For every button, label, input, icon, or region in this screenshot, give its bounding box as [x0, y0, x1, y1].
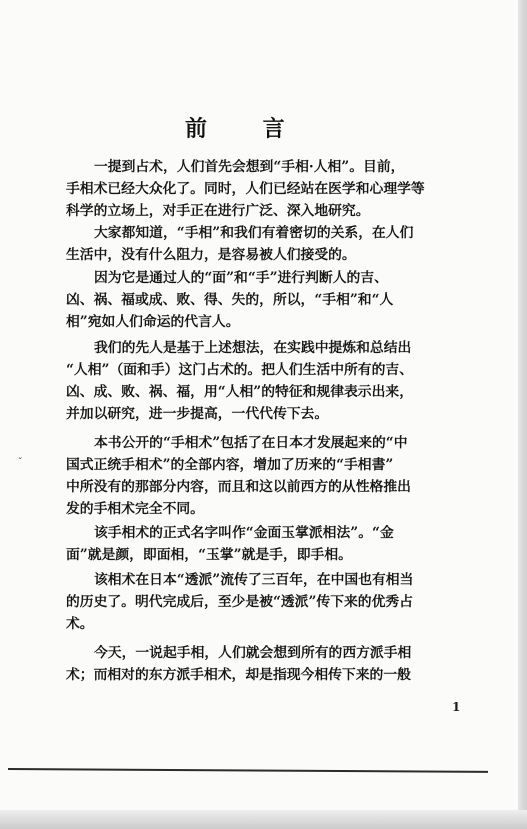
text-line-6: 因为它是通过人的“面”和“手”进行判断人的吉、 — [94, 270, 388, 286]
page-number: 1 — [452, 700, 461, 714]
text-line-21: 术。 — [66, 616, 94, 632]
text-line-20: 的历史了。明代完成后，至少是被“透派”传下来的优秀占 — [66, 594, 413, 610]
text-line-3: 科学的立场上，对手正在进行广泛、深入地研究。 — [66, 203, 370, 219]
text-line-16: 发的手相术完全不同。 — [66, 501, 204, 517]
scan-mark: ˇ — [18, 458, 23, 468]
text-line-22: 今天，一说起手相，人们就会想到所有的西方派手相 — [94, 645, 412, 661]
text-line-18: 面”就是颜，即面相，“玉掌”就是手，即手相。 — [66, 547, 352, 563]
text-line-13: 本书公开的“手相术”包括了在日本才发展起来的“中 — [94, 435, 408, 451]
text-line-7: 凶、祸、福或成、败、得、失的，所以，“手相”和“人 — [66, 292, 394, 308]
page-bottom-rule — [8, 768, 488, 773]
text-line-5: 生活中，没有什么阻力，是容易被人们接受的。 — [66, 247, 356, 263]
text-line-2: 手相术已经大众化了。同时，人们已经站在医学和心理学等 — [66, 181, 425, 197]
text-line-23: 术；而相对的东方派手相术，却是指现今相传下来的一般 — [66, 667, 411, 683]
text-line-14: 国式正统手相术”的全部内容，增加了历来的“手相書” — [66, 457, 394, 473]
scan-edge-bottom — [0, 810, 527, 829]
text-line-4: 大家都知道，“手相”和我们有着密切的关系，在人们 — [94, 225, 414, 241]
text-line-12: 并加以研究，进一步提高，一代代传下去。 — [66, 406, 329, 422]
text-line-11: 凶、成、败、祸、福，用“人相”的特征和规律表示出来， — [66, 384, 413, 400]
text-line-1: 一提到占术，人们首先会想到“手相·人相”。目前， — [94, 159, 405, 175]
text-line-19: 该相术在日本“透派”流传了三百年，在中国也有相当 — [94, 572, 414, 588]
text-line-8: 相”宛如人们命运的代言人。 — [66, 314, 240, 330]
text-line-9: 我们的先人是基于上述想法，在实践中提炼和总结出 — [94, 340, 412, 356]
scan-edge-right — [518, 0, 527, 829]
text-line-17: 该手相术的正式名字叫作“金面玉掌派相法”。“金 — [94, 525, 394, 541]
text-line-15: 中所没有的那部分内容，而且和这以前西方的从性格推出 — [66, 479, 411, 495]
text-line-10: “人相”（面和手）这门占术的。把人们生活中所有的吉、 — [66, 362, 413, 378]
page-title: 前 言 — [185, 116, 309, 142]
